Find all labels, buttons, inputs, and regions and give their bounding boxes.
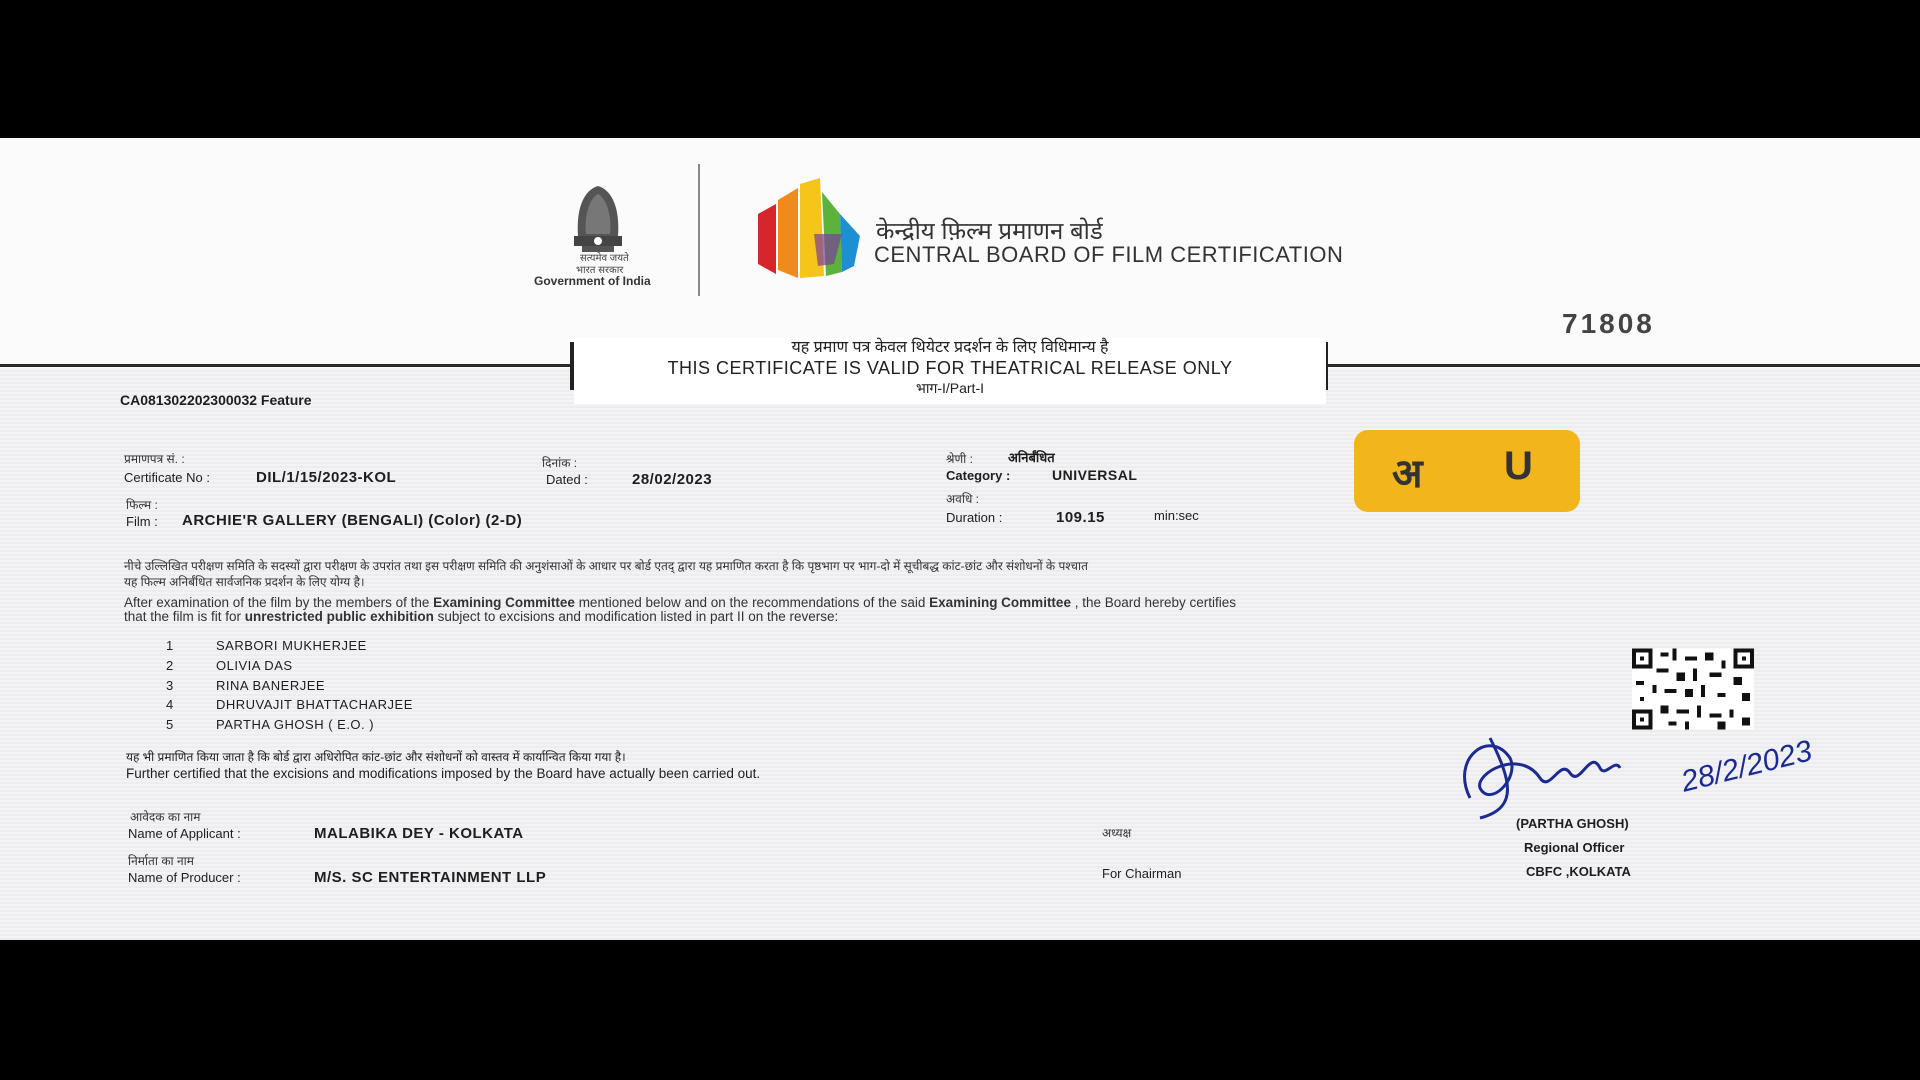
officer-name: (PARTHA GHOSH) bbox=[1516, 816, 1629, 831]
banner-part: भाग-I/Part-I bbox=[915, 380, 985, 396]
divider-right bbox=[1326, 364, 1920, 367]
para-text: , the Board hereby certifies bbox=[1070, 595, 1237, 610]
certificate-code: CA081302202300032 Feature bbox=[120, 392, 312, 408]
rating-badge bbox=[1354, 430, 1580, 512]
cbfc-logo-icon bbox=[754, 174, 864, 284]
committee-num: 3 bbox=[166, 678, 174, 693]
para-text: mentioned below and on the recommendations of the said bbox=[574, 595, 930, 610]
para-bold: Examining Committee bbox=[433, 595, 575, 610]
committee-name: SARBORI MUKHERJEE bbox=[216, 638, 367, 653]
english-paragraph bbox=[124, 596, 1724, 624]
applicant-value: MALABIKA DEY - KOLKATA bbox=[314, 825, 524, 842]
applicant-label: Name of Applicant : bbox=[128, 826, 241, 841]
date-value: 28/02/2023 bbox=[632, 471, 713, 488]
certificate-document bbox=[0, 138, 1920, 940]
category-value: UNIVERSAL bbox=[1052, 467, 1138, 483]
category-label: Category : bbox=[946, 468, 1011, 483]
committee-num: 5 bbox=[166, 717, 174, 732]
serial-number: 71808 bbox=[1562, 308, 1655, 339]
film-hindi: फिल्म : bbox=[126, 498, 158, 512]
divider-left bbox=[0, 364, 574, 367]
producer-label: Name of Producer : bbox=[128, 870, 241, 885]
banner-english: THIS CERTIFICATE IS VALID FOR THEATRICAL RELEASE ONLY bbox=[667, 358, 1233, 378]
duration-value: 109.15 bbox=[1056, 509, 1105, 526]
chair-label: For Chairman bbox=[1102, 866, 1182, 881]
film-title: ARCHIE'R GALLERY (BENGALI) (Color) (2-D) bbox=[182, 512, 523, 529]
validity-banner bbox=[574, 338, 1326, 404]
cert-no-hindi: प्रमाणपत्र सं. : bbox=[124, 452, 185, 466]
officer-title: Regional Officer bbox=[1524, 840, 1625, 855]
chair-hindi: अध्यक्ष bbox=[1102, 826, 1132, 840]
committee-num: 1 bbox=[166, 638, 174, 653]
banner-hindi: यह प्रमाण पत्र केवल थियेटर प्रदर्शन के लिए विधिमान्य है bbox=[791, 339, 1109, 356]
category-hindi: श्रेणी : bbox=[946, 452, 973, 466]
producer-hindi: निर्माता का नाम bbox=[128, 854, 194, 868]
officer-office: CBFC ,KOLKATA bbox=[1526, 864, 1631, 879]
duration-unit: min:sec bbox=[1154, 508, 1199, 523]
further-hindi: यह भी प्रमाणित किया जाता है कि बोर्ड द्वारा अधिरोपित कांट-छांट और संशोधनों को वास्तव में कार्यान्वित किया गया है। bbox=[126, 750, 626, 764]
signature-date: 28/2/2023 bbox=[1677, 734, 1816, 799]
para-bold: Examining Committee bbox=[929, 595, 1071, 610]
para-bold: unrestricted public exhibition bbox=[244, 609, 434, 624]
hindi-paragraph bbox=[124, 558, 1724, 590]
board-name-hindi: केन्द्रीय फ़िल्म प्रमाणन बोर्ड bbox=[876, 218, 1103, 245]
board-name-english: CENTRAL BOARD OF FILM CERTIFICATION bbox=[874, 242, 1344, 267]
header-divider bbox=[698, 164, 700, 296]
date-label: Dated : bbox=[546, 472, 588, 487]
committee-name: OLIVIA DAS bbox=[216, 658, 293, 673]
committee-num: 4 bbox=[166, 697, 174, 712]
duration-label: Duration : bbox=[946, 510, 1003, 525]
producer-value: M/S. SC ENTERTAINMENT LLP bbox=[314, 869, 547, 886]
para-text: that the film is fit for bbox=[124, 609, 245, 624]
para-text: After examination of the film by the members of the bbox=[124, 595, 434, 610]
category-hindi-value: अनिर्बंधित bbox=[1008, 450, 1055, 465]
committee-name: PARTHA GHOSH ( E.O. ) bbox=[216, 717, 375, 732]
committee-name: DHRUVAJIT BHATTACHARJEE bbox=[216, 697, 413, 712]
hindi-paragraph-line2: यह फिल्म अनिर्बंधित सार्वजनिक प्रदर्शन के लिए योग्य है। bbox=[124, 575, 365, 589]
further-english: Further certified that the excisions and modifications imposed by the Board have actually been carried out. bbox=[126, 766, 761, 781]
committee-num: 2 bbox=[166, 658, 174, 673]
cert-no-label: Certificate No : bbox=[124, 470, 210, 485]
cert-no-value: DIL/1/15/2023-KOL bbox=[256, 469, 397, 486]
applicant-hindi: आवेदक का नाम bbox=[130, 810, 201, 824]
emblem-hindi: भारत सरकार bbox=[576, 265, 624, 276]
date-hindi: दिनांक : bbox=[542, 456, 578, 470]
rating-hindi: अ bbox=[1392, 452, 1423, 496]
para-text: subject to excisions and modification listed in part II on the reverse: bbox=[433, 609, 839, 624]
rating-english: U bbox=[1504, 444, 1533, 488]
committee-name: RINA BANERJEE bbox=[216, 678, 326, 693]
government-label: Government of India bbox=[534, 274, 651, 288]
hindi-paragraph-line1: नीचे उल्लिखित परीक्षण समिति के सदस्यों द्वारा परीक्षण के उपरांत तथा इस परीक्षण समिति की अनुशंसाओं के आधार पर बोर्ड एतद् द्वारा यह प्रमाणित करता है कि पृष्ठभाग पर भाग-दो में सूचीबद्ध कांट-छांट और संशोधनों के पश्चात bbox=[124, 559, 1088, 573]
duration-hindi: अवधि : bbox=[946, 492, 979, 506]
emblem-motto: सत्यमेव जयते bbox=[580, 253, 629, 264]
film-label: Film : bbox=[126, 514, 158, 529]
